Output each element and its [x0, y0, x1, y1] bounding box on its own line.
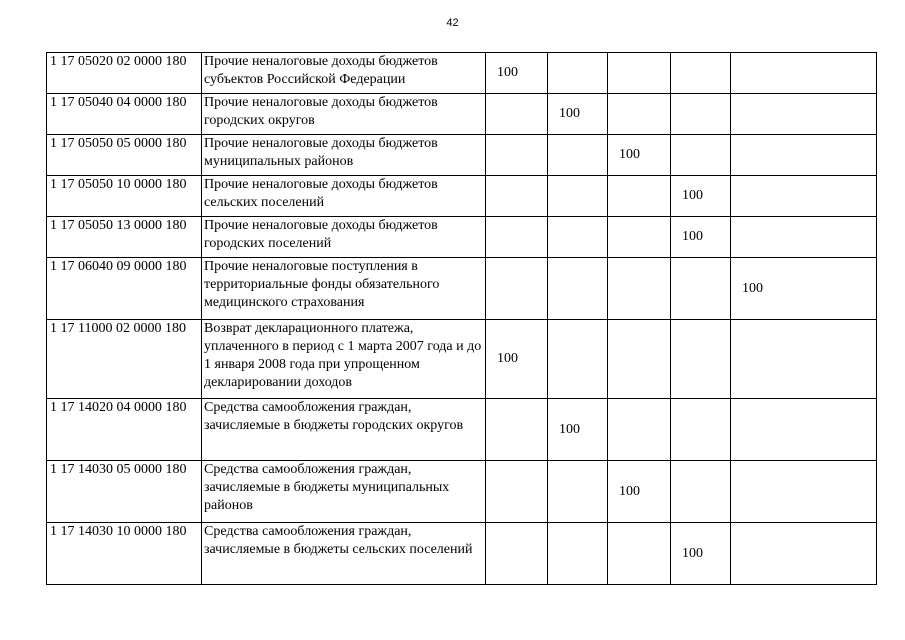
percentage-cell: 100 [671, 176, 731, 217]
percentage-cell [608, 94, 671, 135]
table-row [47, 523, 877, 585]
table-row [47, 176, 877, 217]
income-code-cell: 1 17 05050 13 0000 180 [47, 217, 202, 258]
income-code-cell: 1 17 05050 05 0000 180 [47, 135, 202, 176]
percentage-cell [731, 53, 877, 94]
income-description-cell: Возврат декларационного платежа, уплаченного в период с 1 марта 2007 года и до 1 января 2008 года при упрощенном декларировании доходов [202, 320, 486, 399]
percentage-cell [671, 399, 731, 461]
percentage-cell [608, 399, 671, 461]
percentage-cell [548, 217, 608, 258]
table-row [47, 461, 877, 523]
income-description-cell: Прочие неналоговые доходы бюджетов муниципальных районов [202, 135, 486, 176]
income-code-cell: 1 17 05050 10 0000 180 [47, 176, 202, 217]
percentage-cell [548, 320, 608, 399]
income-description-cell: Прочие неналоговые доходы бюджетов городских округов [202, 94, 486, 135]
table-row [47, 399, 877, 461]
percentage-cell [486, 258, 548, 320]
percentage-cell [608, 320, 671, 399]
income-code-cell: 1 17 14030 10 0000 180 [47, 523, 202, 585]
percentage-cell [731, 523, 877, 585]
percentage-cell [608, 53, 671, 94]
percentage-cell [671, 53, 731, 94]
income-code-cell: 1 17 14030 05 0000 180 [47, 461, 202, 523]
percentage-cell: 100 [671, 523, 731, 585]
percentage-cell [731, 94, 877, 135]
percentage-cell [731, 217, 877, 258]
income-description-cell: Прочие неналоговые доходы бюджетов городских поселений [202, 217, 486, 258]
percentage-cell: 100 [731, 258, 877, 320]
percentage-cell [671, 320, 731, 399]
percentage-cell [548, 523, 608, 585]
income-description-cell: Средства самообложения граждан, зачисляемые в бюджеты сельских поселений [202, 523, 486, 585]
percentage-cell [731, 320, 877, 399]
table-body [47, 53, 877, 585]
percentage-cell [486, 217, 548, 258]
income-description-cell: Прочие неналоговые поступления в территориальные фонды обязательного медицинского страхования [202, 258, 486, 320]
income-code-cell: 1 17 11000 02 0000 180 [47, 320, 202, 399]
income-code-cell: 1 17 06040 09 0000 180 [47, 258, 202, 320]
percentage-cell [548, 461, 608, 523]
table-row [47, 135, 877, 176]
percentage-cell: 100 [671, 217, 731, 258]
percentage-cell [548, 258, 608, 320]
percentage-cell: 100 [486, 320, 548, 399]
percentage-cell: 100 [486, 53, 548, 94]
percentage-cell [671, 258, 731, 320]
percentage-cell [486, 135, 548, 176]
percentage-cell: 100 [608, 461, 671, 523]
percentage-cell: 100 [548, 94, 608, 135]
percentage-cell [486, 399, 548, 461]
income-code-cell: 1 17 05040 04 0000 180 [47, 94, 202, 135]
table-row [47, 217, 877, 258]
income-code-cell: 1 17 14020 04 0000 180 [47, 399, 202, 461]
percentage-cell [608, 176, 671, 217]
table-row [47, 94, 877, 135]
percentage-cell [731, 399, 877, 461]
percentage-cell [608, 258, 671, 320]
percentage-cell: 100 [608, 135, 671, 176]
budget-revenue-table [46, 52, 877, 585]
percentage-cell [486, 94, 548, 135]
percentage-cell [548, 53, 608, 94]
percentage-cell [486, 523, 548, 585]
percentage-cell [486, 176, 548, 217]
income-description-cell: Средства самообложения граждан, зачисляемые в бюджеты муниципальных районов [202, 461, 486, 523]
percentage-cell [608, 523, 671, 585]
percentage-cell [608, 217, 671, 258]
page-number: 42 [446, 17, 459, 29]
table-row [47, 258, 877, 320]
percentage-cell [731, 461, 877, 523]
percentage-cell [731, 135, 877, 176]
income-code-cell: 1 17 05020 02 0000 180 [47, 53, 202, 94]
percentage-cell [548, 135, 608, 176]
percentage-cell [671, 94, 731, 135]
percentage-cell [548, 176, 608, 217]
table-row [47, 320, 877, 399]
percentage-cell [486, 461, 548, 523]
income-description-cell: Прочие неналоговые доходы бюджетов сельских поселений [202, 176, 486, 217]
income-description-cell: Прочие неналоговые доходы бюджетов субъектов Российской Федерации [202, 53, 486, 94]
percentage-cell [731, 176, 877, 217]
percentage-cell: 100 [548, 399, 608, 461]
percentage-cell [671, 135, 731, 176]
percentage-cell [671, 461, 731, 523]
income-description-cell: Средства самообложения граждан, зачисляемые в бюджеты городских округов [202, 399, 486, 461]
table-row [47, 53, 877, 94]
